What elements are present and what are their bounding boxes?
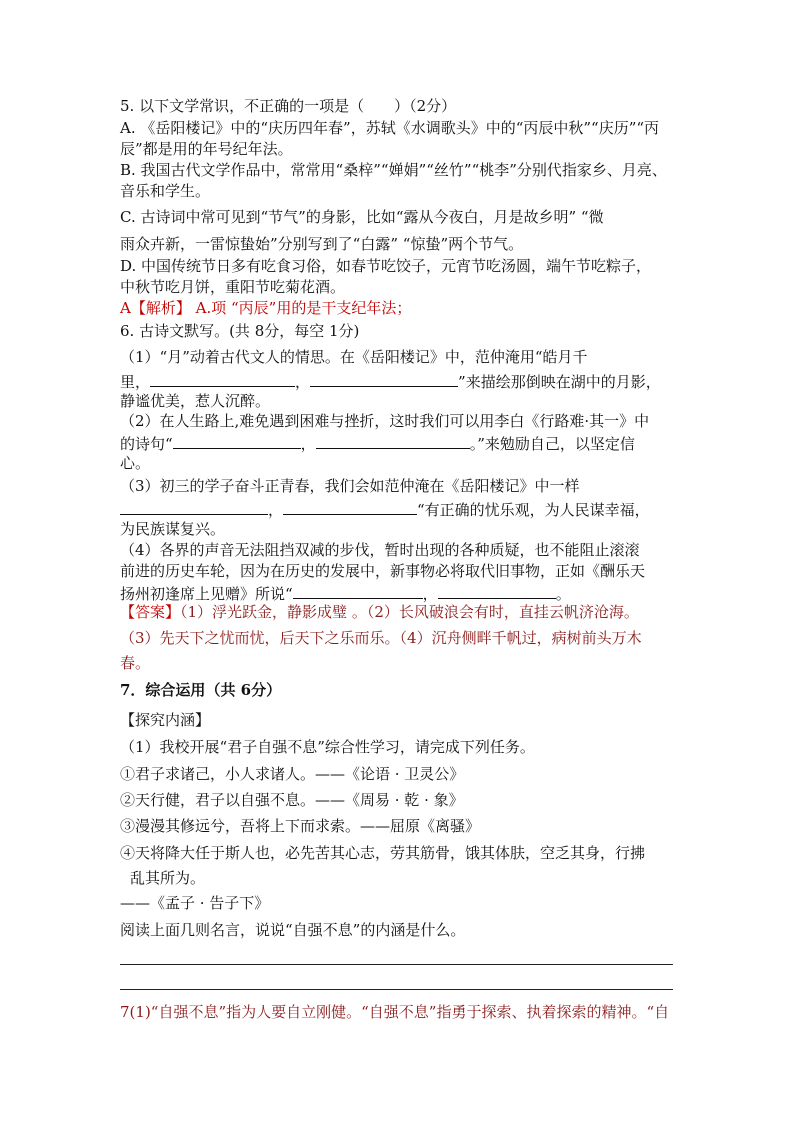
q6-p3-text-b: ， bbox=[268, 501, 284, 519]
q6-blank-7[interactable] bbox=[293, 582, 423, 599]
q6-p2-text-a: 的诗句“ bbox=[120, 435, 173, 453]
q5-stem: 5. 以下文学常识，不正确的一项是（ ）（2分） bbox=[120, 97, 457, 115]
q6-p2-text-b: ， bbox=[300, 435, 316, 453]
q7-quote-4-line2: 乱其所为。 bbox=[130, 869, 206, 887]
q6-blank-8[interactable] bbox=[438, 582, 556, 599]
q6-p1-line2 bbox=[120, 370, 661, 392]
q7-quote-4-source: ——《孟子 · 告子下》 bbox=[120, 894, 270, 912]
q6-p1-line3: 静谧优美，惹人沉醉。 bbox=[120, 392, 271, 410]
q5-analysis-text: A.项 “丙辰”用的是干支纪年法； bbox=[195, 299, 412, 317]
q6-blank-1[interactable] bbox=[150, 370, 295, 387]
q6-p4-text-a: 扬州初逢席上见赠》所说“ bbox=[120, 585, 293, 603]
q6-p3-line3: 为民族谋复兴。 bbox=[120, 520, 226, 538]
q5-option-b-line1: B. 我国古代文学作品中，常常用“桑梓”“婵娟”“丝竹”“桃李”分别代指家乡、月亮、 bbox=[120, 161, 667, 179]
q6-p2-line1: （2）在人生路上,难免遇到困难与挫折，这时我们可以用李白《行路难·其一》中 bbox=[120, 412, 650, 430]
q6-blank-6[interactable] bbox=[283, 498, 417, 515]
q5-analysis-label: A【解析】 bbox=[120, 299, 191, 317]
answer-line-1[interactable] bbox=[120, 964, 673, 965]
q6-p1-text-c: ”来描绘那倒映在湖中的月影， bbox=[458, 373, 661, 391]
q6-p4-line2: 前进的历史车轮，因为在历史的发展中，新事物必将取代旧事物，正如《酬乐天 bbox=[120, 562, 646, 580]
q6-answer-label: 【答案】 bbox=[120, 603, 181, 621]
q6-p2-line2 bbox=[120, 432, 635, 454]
q5-option-a-line2: 辰”都是用的年号纪年法。 bbox=[120, 140, 293, 158]
q6-answer-line3: 春。 bbox=[120, 654, 151, 672]
q7-question: 阅读上面几则名言，说说“自强不息”的内涵是什么。 bbox=[120, 921, 466, 939]
q5-option-c-line2: 雨众卉新，一雷惊蛰始”分别写到了“白露” “惊蛰”两个节气。 bbox=[120, 235, 524, 253]
q6-p3-line2 bbox=[120, 498, 650, 520]
q6-p1-line1: （1）“月”动着古代文人的情思。在《岳阳楼记》中，范仲淹用“皓月千 bbox=[120, 348, 588, 366]
q7-section-title: 【探究内涵】 bbox=[120, 711, 211, 729]
q6-p2-text-c: 。”来勉励自己，以坚定信 bbox=[469, 435, 635, 453]
q5-option-c-line1: C. 古诗词中常可见到“节气”的身影，比如“露从今夜白，月是故乡明” “微 bbox=[120, 208, 604, 226]
q5-analysis bbox=[120, 298, 411, 318]
q6-answer-text-1: （1）浮光跃金，静影成璧 。（2）长风破浪会有时，直挂云帆济沧海。 bbox=[180, 603, 639, 621]
q6-p2-line3: 心。 bbox=[120, 454, 151, 472]
q7-answer: 7(1)“自强不息”指为人要自立刚健。“自强不息”指勇于探索、执着探索的精神。“自 bbox=[120, 1003, 670, 1021]
q7-task: （1）我校开展“君子自强不息”综合性学习，请完成下列任务。 bbox=[120, 738, 535, 756]
q5-option-d-line2: 中秋节吃月饼，重阳节吃菊花酒。 bbox=[120, 278, 346, 296]
q6-p4-line1: （4）各界的声音无法阻挡双减的步伐，暂时出现的各种质疑，也不能阻止滚滚 bbox=[120, 541, 640, 559]
q6-answer-line1 bbox=[120, 602, 639, 622]
q6-p1-text-a: 里， bbox=[120, 373, 151, 391]
q6-answer-line2: （3）先天下之忧而忧，后天下之乐而乐。（4）沉舟侧畔千帆过，病树前头万木 bbox=[120, 629, 642, 647]
q5-option-a-line1: A. 《岳阳楼记》中的“庆历四年春”，苏轼《水调歌头》中的“丙辰中秋”“庆历”“丙 bbox=[120, 119, 660, 137]
q6-p1-text-b: ， bbox=[295, 373, 311, 391]
q6-blank-2[interactable] bbox=[310, 370, 458, 387]
q7-stem: 7．综合运用（共 6分） bbox=[120, 681, 282, 699]
q6-p4-line3 bbox=[120, 582, 571, 604]
q7-quote-3: ③漫漫其修远兮，吾将上下而求索。——屈原《离骚》 bbox=[120, 817, 481, 835]
q5-option-d-line1: D. 中国传统节日多有吃食习俗，如春节吃饺子，元宵节吃汤圆，端午节吃粽子， bbox=[120, 257, 652, 275]
q6-p3-text-c: “有正确的忧乐观，为人民谋幸福， bbox=[417, 501, 650, 519]
answer-line-2[interactable] bbox=[120, 989, 673, 990]
q6-blank-4[interactable] bbox=[316, 432, 470, 449]
q7-quote-4-line1: ④天将降大任于斯人也，必先苦其心志，劳其筋骨，饿其体肤，空乏其身，行拂 bbox=[120, 844, 646, 862]
q6-stem: 6. 古诗文默写。(共 8分，每空 1分) bbox=[120, 322, 360, 340]
q6-blank-5[interactable] bbox=[120, 498, 268, 515]
q6-blank-3[interactable] bbox=[173, 432, 301, 449]
q6-p4-text-c: 。 bbox=[555, 585, 571, 603]
q7-quote-1: ①君子求诸己，小人求诸人。——《论语 · 卫灵公》 bbox=[120, 765, 465, 783]
q6-p3-line1: （3）初三的学子奋斗正青春，我们会如范仲淹在《岳阳楼记》中一样 bbox=[120, 477, 580, 495]
q5-option-b-line2: 音乐和学生。 bbox=[120, 182, 211, 200]
q7-quote-2: ②天行健，君子以自强不息。——《周易 · 乾 · 象》 bbox=[120, 791, 464, 809]
q6-p4-text-b: ， bbox=[422, 585, 438, 603]
